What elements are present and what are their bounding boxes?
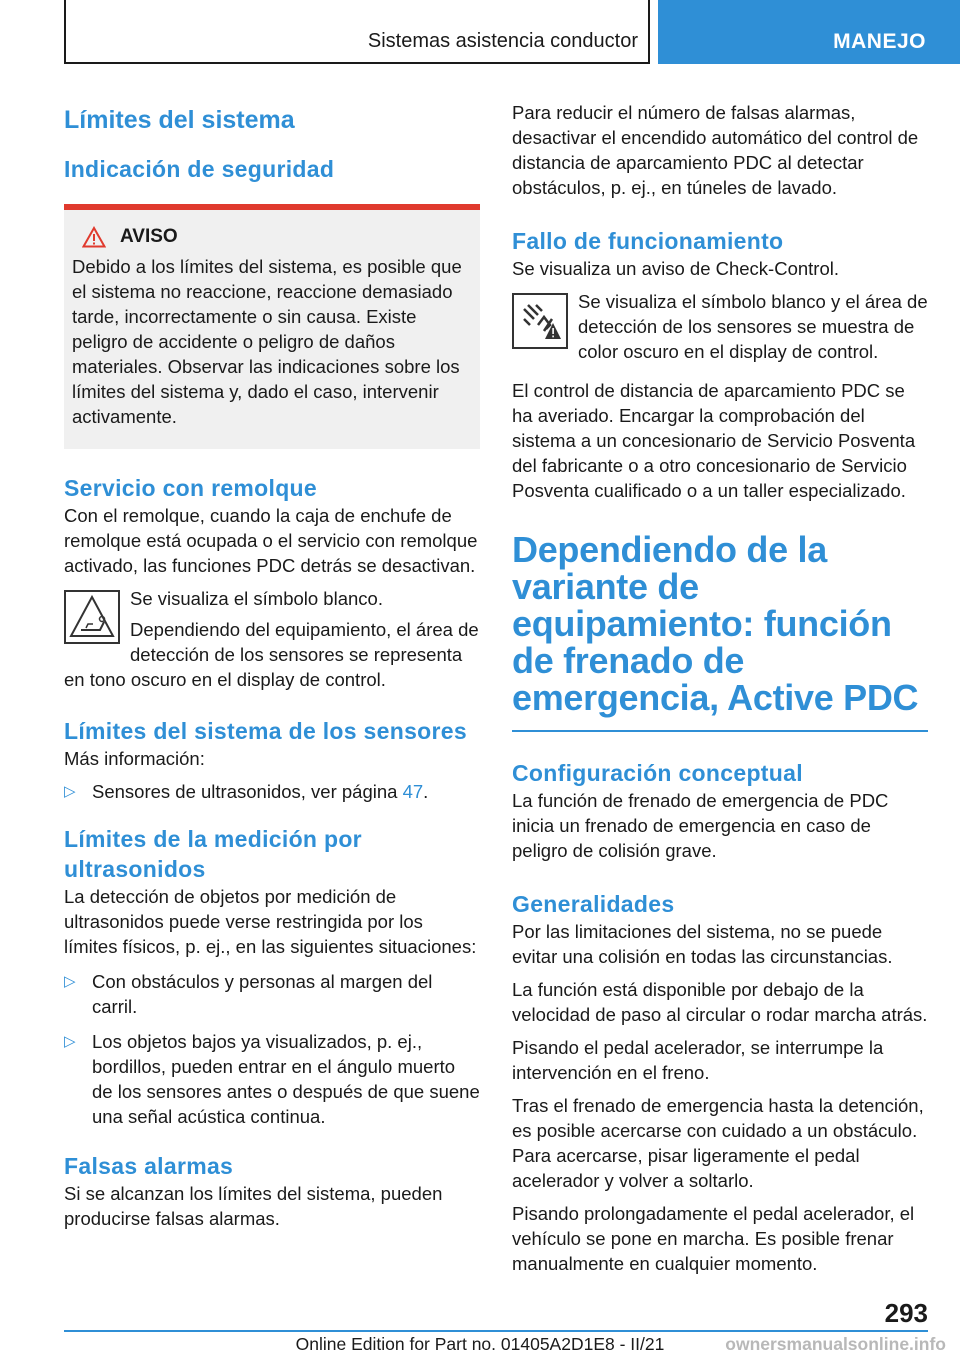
warning-text: Debido a los límites del sistema, es posible que el sistema no reaccione, reaccione demasiado tarde, incorrectamente o sin causa. Existe peligro de accidente o peligro de daños materiales. Observar las indicaciones sobre los límites del sistema y, dado el caso, intervenir activamente.: [72, 256, 462, 427]
trailer-icon-text1: Se visualiza el símbolo blanco.: [130, 588, 383, 609]
header-left-border: [64, 0, 66, 64]
trailer-symbol-icon: [64, 590, 120, 644]
ultrasonic-bullet: Con obstáculos y personas al margen del carril.: [92, 971, 433, 1017]
concept-text: La función de frenado de emergencia de PDC inicia un frenado de emergencia en caso de peligro de colisión grave.: [512, 790, 889, 861]
heading-rule: [512, 730, 928, 732]
general-para: Pisando prolongadamente el pedal acelerador, el vehículo se pone en marcha. Es posible frenar manualmente en cualquier momento.: [512, 1203, 915, 1274]
more-info-label: Más información:: [64, 748, 205, 769]
false-alarms-text: Si se alcanzan los límites del sistema, pueden producirse falsas alarmas.: [64, 1183, 443, 1229]
list-item: [64, 969, 480, 1019]
malfunction-icon-text: Se visualiza el símbolo blanco y el área de detección de los sensores se muestra de color oscuro en el display de control.: [578, 291, 928, 362]
bullet-triangle-icon: ▷: [64, 783, 76, 800]
trailer-icon-block: [64, 586, 480, 692]
heading-general: Generalidades: [512, 891, 675, 917]
warning-box: [64, 210, 480, 449]
heading-trailer: Servicio con remolque: [64, 475, 317, 501]
heading-malfunction: Fallo de funcionamiento: [512, 228, 784, 254]
header-chapter-label: MANEJO: [833, 30, 926, 53]
ultrasonic-text: La detección de objetos por medición de ultrasonidos puede verse restringida por los límites físicos, p. ej., en las siguientes situaciones:: [64, 886, 477, 957]
bullet-triangle-icon: ▷: [64, 973, 76, 990]
heading-false-alarms: Falsas alarmas: [64, 1153, 234, 1179]
heading-safety-note: Indicación de seguridad: [64, 156, 335, 182]
false-alarms-reduce-text: Para reducir el número de falsas alarmas, desactivar el encendido automático del control de distancia de aparcamiento PDC al detectar obstáculos, p. ej., en túneles de lavado.: [512, 102, 919, 198]
warning-triangle-icon: [82, 226, 106, 248]
footer-edition: Online Edition for Part no. 01405A2D1E8 - II/21: [295, 1334, 665, 1354]
heading-emergency-braking: Dependiendo de la variante de equipamiento: función de frenado de emergencia, Active PDC: [512, 529, 919, 718]
heading-ultrasonic-limits: Límites de la medición por ultrasonidos: [64, 826, 362, 882]
ultrasonic-bullet: Los objetos bajos ya visualizados, p. ej., bordillos, pueden entrar en el ángulo muerto de los sensores antes o después de que suene una señal acústica continua.: [92, 1031, 480, 1127]
bullet-triangle-icon: ▷: [64, 1033, 76, 1050]
sensor-bullet-text: Sensores de ultrasonidos, ver página: [92, 781, 403, 802]
page-link[interactable]: 47: [402, 781, 424, 802]
general-para: Pisando el pedal acelerador, se interrumpe la intervención en el freno.: [512, 1037, 884, 1083]
page-number: 293: [884, 1298, 928, 1328]
general-para: La función está disponible por debajo de la velocidad de paso al circular o rodar marcha atrás.: [512, 979, 928, 1025]
left-column: [64, 100, 480, 1231]
trailer-icon-text2: Dependiendo del equipamiento, el área de detección de los sensores se representa en tono oscuro en el display de control.: [64, 619, 479, 690]
general-para: Por las limitaciones del sistema, no se puede evitar una colisión en todas las circunstancias.: [512, 921, 893, 967]
right-column: [512, 100, 928, 1276]
header-rule: [64, 62, 650, 64]
general-para: Tras el frenado de emergencia hasta la detención, es posible acercarse con cuidado a un obstáculo. Para acercarse, pisar ligeramente el pedal acelerador y volver a soltarlo.: [512, 1095, 924, 1191]
heading-concept: Configuración conceptual: [512, 760, 803, 786]
watermark: ownersmanualsonline.info: [725, 1334, 946, 1354]
list-item: [64, 1029, 480, 1129]
header-divider: [648, 0, 650, 64]
malfunction-text2: El control de distancia de aparcamiento PDC se ha averiado. Encargar la comprobación del sistema a un concesionario de Servicio Posventa del fabricante o a otro concesionario de Servicio Posventa cualificado o a un taller especializado.: [512, 380, 916, 501]
warning-title: [82, 226, 472, 248]
footer-rule: [64, 1330, 928, 1332]
header-section-title: Sistemas asistencia conductor: [367, 30, 638, 52]
warning-title-label: AVISO: [120, 226, 178, 247]
heading-sensor-limits: Límites del sistema de los sensores: [64, 718, 467, 744]
malfunction-text: Se visualiza un aviso de Check-Control.: [512, 258, 839, 279]
heading-system-limits: Límites del sistema: [64, 106, 295, 134]
trailer-text: Con el remolque, cuando la caja de enchufe de remolque está ocupada o el servicio con remolque activado, las funciones PDC detrás se desactivan.: [64, 505, 478, 576]
header-chapter-tab[interactable]: [658, 0, 960, 64]
pdc-fault-symbol-icon: [512, 293, 568, 349]
malfunction-icon-block: [512, 289, 928, 364]
list-item: ▷ Sensores de ultrasonidos, ver página 47.: [64, 781, 429, 802]
